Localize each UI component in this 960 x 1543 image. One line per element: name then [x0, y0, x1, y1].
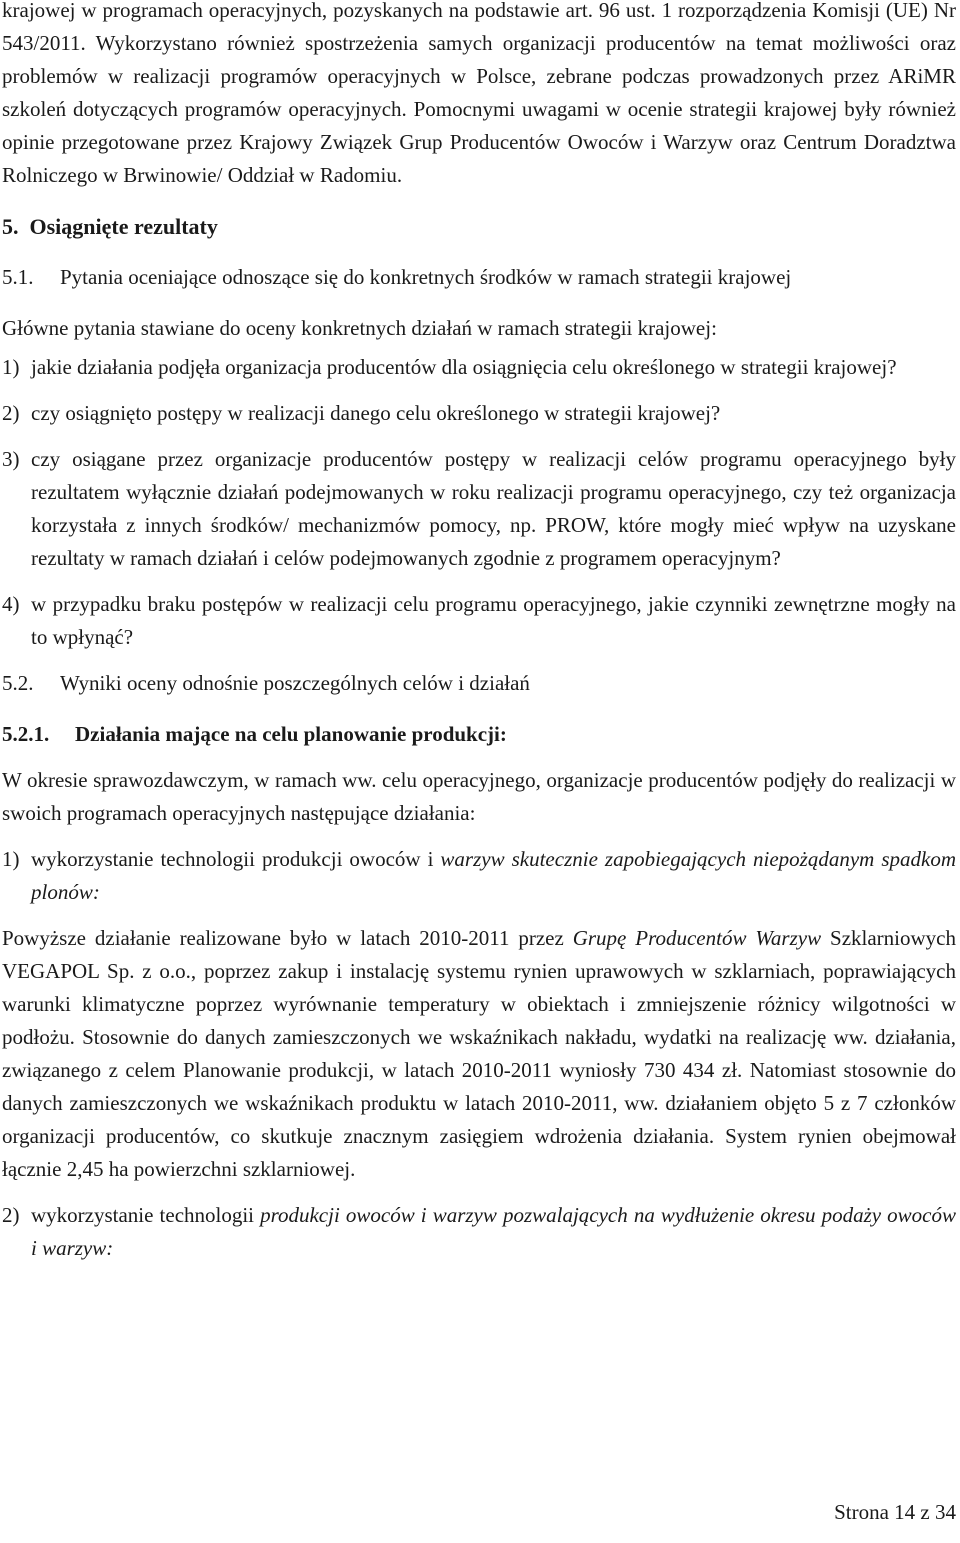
subsection-title: Wyniki oceny odnośnie poszczególnych celów i działań — [60, 671, 530, 695]
list-item-number: 1) — [2, 355, 20, 379]
list-item-number: 1) — [2, 847, 20, 871]
list-item-text: w przypadku braku postępów w realizacji celu programu operacyjnego, jakie czynniki zewnętrzne mogły na to wpłynąć? — [31, 592, 956, 649]
list-item-text: jakie działania podjęła organizacja producentów dla osiągnięcia celu określonego w strategii krajowej? — [31, 355, 897, 379]
list-item-number: 4) — [2, 592, 20, 616]
list-item-number: 3) — [2, 447, 20, 471]
list-item — [2, 351, 956, 384]
list-item — [2, 588, 956, 654]
subsection-number: 5.2. — [2, 671, 34, 695]
section-heading: 5. Osiągnięte rezultaty — [2, 214, 218, 239]
subsection-5-2 — [2, 667, 956, 700]
list-item-text: czy osiągane przez organizacje producentów postępy w realizacji celów programu operacyjnego były rezultatem wyłącznie działań podejmowanych w roku realizacji programu operacyjnego, czy też organizacja korzystała z innych środków/ mechanizmów pomocy, np. PROW, które mogły mieć wpływ na uzyskane rezultaty w ramach działań i celów podejmowanych zgodnie z programem operacyjnym? — [31, 447, 956, 570]
description-part-italic: Grupę Producentów Warzyw — [572, 926, 822, 950]
subsection-title: Pytania oceniające odnoszące się do konkretnych środków w ramach strategii krajowej — [60, 265, 792, 289]
subsection-title: Działania mające na celu planowanie produkcji: — [75, 722, 507, 746]
subsection-number: 5.2.1. — [2, 722, 50, 746]
questions-list — [2, 351, 956, 654]
list-item-text: czy osiągnięto postępy w realizacji danego celu określonego w strategii krajowej? — [31, 401, 721, 425]
page-number: Strona 14 z 34 — [834, 1500, 956, 1524]
subsection-5-1 — [2, 261, 956, 294]
list-item — [2, 843, 956, 909]
subsection-number: 5.1. — [2, 265, 34, 289]
list-item — [2, 443, 956, 575]
actions-list-continued — [2, 1199, 956, 1265]
description-part: Powyższe działanie realizowane było w latach 2010-2011 przez — [2, 926, 573, 950]
list-item-number: 2) — [2, 401, 20, 425]
list-item-number: 2) — [2, 1203, 20, 1227]
actions-list — [2, 843, 956, 909]
list-item-text: wykorzystanie technologii — [31, 1203, 261, 1227]
document-page — [2, 0, 956, 1265]
list-item-text-italic: warzyw skutecznie zapobiegających niepożądanym spadkom plonów: — [31, 847, 956, 904]
subsection-5-2-1 — [2, 718, 956, 751]
list-item-text: wykorzystanie technologii produkcji owoców i — [31, 847, 441, 871]
questions-intro: Główne pytania stawiane do oceny konkretnych działań w ramach strategii krajowej: — [2, 316, 717, 340]
list-item — [2, 1199, 956, 1265]
subsection-intro: W okresie sprawozdawczym, w ramach ww. celu operacyjnego, organizacje producentów podjęły do realizacji w swoich programach operacyjnych następujące działania: — [2, 768, 956, 825]
action-description — [2, 922, 956, 1186]
description-part: Szklarniowych VEGAPOL Sp. z o.o., poprzez zakup i instalację systemu rynien uprawowych w szklarniach, poprawiających warunki klimatyczne poprzez wyrównanie temperatury w obiektach i zmniejszenie różnicy wilgotności w podłożu. Stosownie do danych zamieszczonych we wskaźnikach nakładu, wydatki na realizację ww. działania, związanego z celem Planowanie produkcji, w latach 2010-2011 wyniosły 730 434 zł. Natomiast stosownie do danych zamieszczonych we wskaźnikach produktu w latach 2010-2011, ww. działaniem objęto 5 z 7 członków organizacji producentów, co skutkuje znacznym zasięgiem wdrożenia działania. System rynien obejmował łącznie 2,45 ha powierzchni szklarniowej. — [2, 926, 956, 1181]
list-item — [2, 397, 956, 430]
intro-paragraph: krajowej w programach operacyjnych, pozyskanych na podstawie art. 96 ust. 1 rozporządzenia Komisji (UE) Nr 543/2011. Wykorzystano również spostrzeżenia samych organizacji producentów na temat możliwości oraz problemów w realizacji programów operacyjnych w Polsce, zebrane podczas prowadzonych przez ARiMR szkoleń dotyczących programów operacyjnych. Pomocnymi uwagami w ocenie strategii krajowej były również opinie przegotowane przez Krajowy Związek Grup Producentów Owoców i Warzyw oraz Centrum Doradztwa Rolniczego w Brwinowie/ Oddział w Radomiu. — [2, 0, 956, 187]
list-item-text-italic: produkcji owoców i warzyw pozwalających na wydłużenie okresu podaży owoców i warzyw: — [31, 1203, 956, 1260]
